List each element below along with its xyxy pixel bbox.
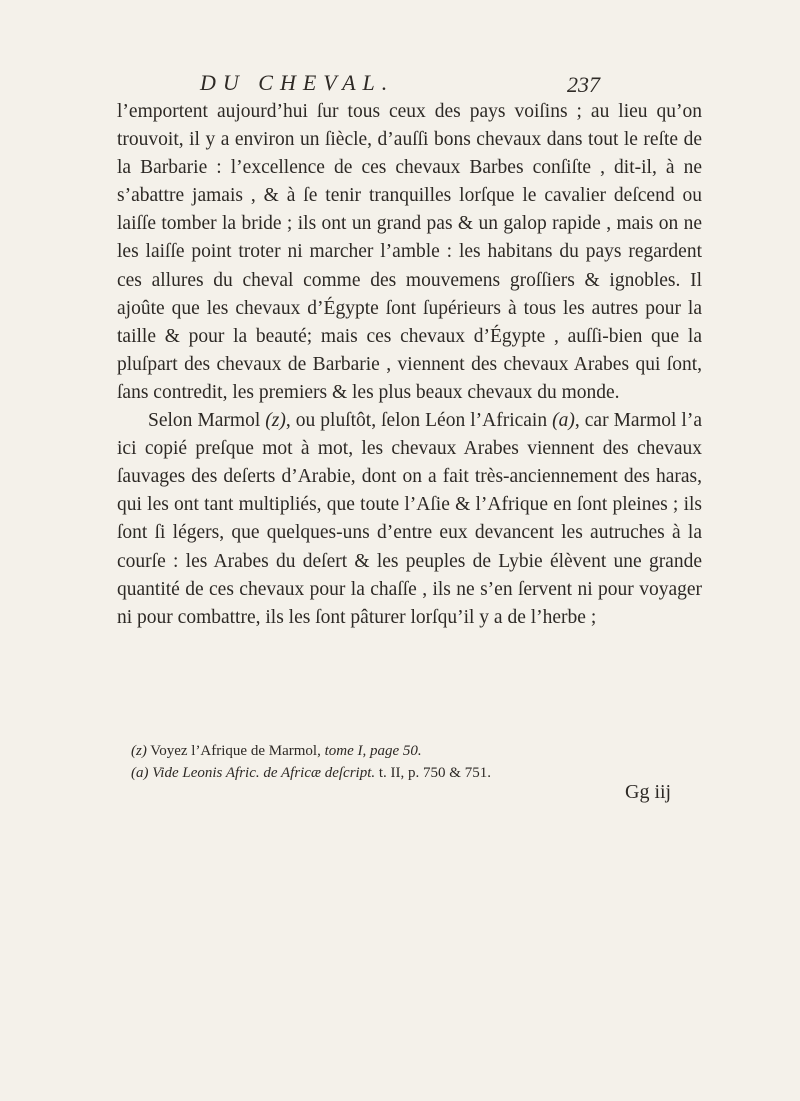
footnote-a-mark: (a): [131, 765, 149, 781]
footnote-z: [131, 740, 702, 762]
footnote-z-text: Voyez l’Afrique de Marmol,: [146, 743, 325, 759]
paragraph-2-end: , car Marmol l’a ici copié preſque mot à mot, les chevaux Arabes viennent des chevaux ſauvages des deſerts d’Arabie, dont on a fait très-anciennement des haras, qui les ont tant multipliés, que toute l’Aſie & l’Afrique en ſont pleines ; ils ſont ſi légers, que quelques-uns d’entre eux devancent les autruches à la courſe : les Arabes du deſert & les peuples de Lybie élèvent une grande quantité de ces chevaux pour la chaſſe , ils ne s’en ſervent ni pour voyager ni pour combattre, ils les ſont pâturer lorſqu’il y a de l’herbe ;: [117, 410, 702, 628]
footnote-ref-a: (a): [552, 410, 575, 432]
paragraph-2: [117, 407, 702, 632]
footnote-z-ref: tome I, page 50.: [324, 743, 422, 759]
footnote-a-ref: Vide Leonis Afric. de Africæ deſcript.: [152, 765, 376, 781]
footnote-a-text: t. II, p. 750 & 751.: [375, 765, 491, 781]
page-number: 237: [567, 72, 600, 97]
footnote-z-mark: (z): [131, 743, 147, 759]
paragraph-1: l’emportent aujourd’hui ſur tous ceux des pays voiſins ; au lieu qu’on trouvoit, il y a environ un ſiècle, d’auſſi bons chevaux dans tout le reſte de la Barbarie : l’excellence de ces chevaux Barbes conſiſte , dit-il, à ne s’abattre jamais , & à ſe tenir tranquilles lorſque le cavalier deſcend ou laiſſe tomber la bride ; ils ont un grand pas & un galop rapide , mais on ne les laiſſe point troter ni marcher l’amble : les habitans du pays regardent ces allures du cheval comme des mouvemens groſſiers & ignobles. Il ajoûte que les chevaux d’Égypte ſont ſupérieurs à tous les autres pour la taille & pour la beauté; mais ces chevaux d’Égypte , auſſi-bien que la pluſpart des chevaux de Barbarie , viennent des chevaux Arabes qui ſont, ſans contredit, les premiers & les plus beaux chevaux du monde.: [117, 101, 702, 403]
signature-mark: Gg iij: [625, 781, 672, 803]
running-title: DU CHEVAL.: [200, 70, 395, 95]
footnote-ref-z: (z): [265, 410, 286, 432]
footnotes: [117, 740, 702, 784]
paragraph-2-middle: , ou pluſtôt, ſelon Léon l’Africain: [285, 410, 553, 432]
paragraph-2-start: Selon Marmol: [148, 410, 266, 432]
footnote-a: [131, 762, 702, 784]
body-text: [117, 98, 702, 632]
